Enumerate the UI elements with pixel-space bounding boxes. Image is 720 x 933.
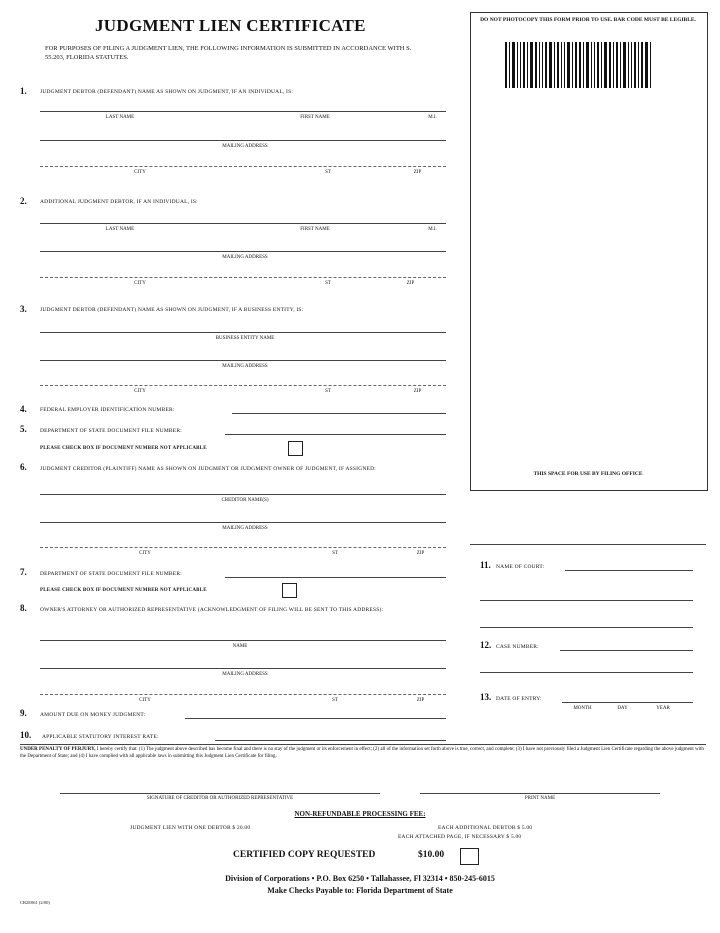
interest-rate-line[interactable]: [215, 740, 446, 741]
section-4-label: FEDERAL EMPLOYER IDENTIFICATION NUMBER:: [40, 407, 175, 413]
creditor-address-line[interactable]: [40, 522, 446, 523]
barcode-bar: [645, 42, 648, 88]
section-3-label: JUDGMENT DEBTOR (DEFENDANT) NAME AS SHOWN ON JUDGMENT, IF A BUSINESS ENTITY, IS:: [40, 307, 304, 313]
zip-caption: ZIP: [416, 698, 425, 703]
section-5-check-label: PLEASE CHECK BOX IF DOCUMENT NUMBER NOT APPLICABLE: [40, 446, 207, 451]
mailing-address-caption: MAILING ADDRESS: [222, 364, 268, 369]
fee-heading: NON-REFUNDABLE PROCESSING FEE:: [294, 810, 426, 818]
barcode-bar: [616, 42, 618, 88]
case-number-line-2[interactable]: [480, 672, 693, 673]
barcode-bar: [545, 42, 547, 88]
attorney-address-line[interactable]: [40, 668, 446, 669]
debtor2-city-line[interactable]: [40, 277, 446, 278]
perjury-text: I hereby certify that: (1) The judgment above described has become final and there is no stay of the judgment or its enforcement in effect; (2) all of the information set forth above is true, correct, and complete; (3) I have not previously filed a Judgment Lien Certificate regarding the above judgment with the Department of State; and (4) I have complied with all applicable laws in submitting this Judgment Lien Certificate for filing.: [20, 747, 704, 759]
barcode-bar: [628, 42, 629, 88]
section-7-label: DEPARTMENT OF STATE DOCUMENT FILE NUMBER:: [40, 571, 182, 577]
section-1-number: 1.: [20, 86, 27, 96]
certified-copy-amount: $10.00: [418, 850, 445, 860]
barcode-bar: [579, 42, 581, 88]
barcode-bar: [634, 42, 636, 88]
section-2-label: ADDITIONAL JUDGMENT DEBTOR, IF AN INDIVIDUAL, IS:: [40, 199, 198, 205]
debtor2-address-line[interactable]: [40, 251, 446, 252]
section-3-number: 3.: [20, 304, 27, 314]
debtor2-name-line[interactable]: [40, 223, 446, 224]
attached-page-fee: EACH ATTACHED PAGE, IF NECESSARY $ 5.00: [398, 834, 522, 840]
section-10-label: APPLICABLE STATUTORY INTEREST RATE:: [42, 734, 159, 740]
st-caption: ST: [325, 389, 331, 394]
last-name-caption: LAST NAME: [105, 115, 135, 120]
barcode-bar: [539, 42, 540, 88]
court-name-line-2[interactable]: [480, 600, 693, 601]
st-caption: ST: [325, 281, 331, 286]
barcode-bar: [583, 42, 584, 88]
form-title: JUDGMENT LIEN CERTIFICATE: [95, 16, 366, 35]
section-11-number: 11.: [480, 560, 491, 570]
creditor-name-caption: CREDITOR NAME(S): [221, 498, 269, 503]
doc-number-line-5[interactable]: [225, 434, 446, 435]
zip-caption: ZIP: [413, 170, 422, 175]
payable-to: Make Checks Payable to: Florida Department of State: [267, 886, 453, 895]
barcode-bar: [604, 42, 607, 88]
st-caption: ST: [332, 698, 338, 703]
month-caption: MONTH: [573, 706, 592, 711]
business-city-line[interactable]: [40, 385, 446, 386]
name-caption: NAME: [232, 644, 248, 649]
last-name-caption: LAST NAME: [105, 227, 135, 232]
barcode-bar: [520, 42, 521, 88]
section-8-number: 8.: [20, 603, 27, 613]
barcode-bar: [542, 42, 543, 88]
barcode-bar: [505, 42, 507, 88]
court-name-line-3[interactable]: [480, 627, 693, 628]
barcode-bar: [530, 42, 533, 88]
attorney-name-line[interactable]: [40, 640, 446, 641]
date-of-entry-line[interactable]: [562, 702, 693, 703]
section-5-label: DEPARTMENT OF STATE DOCUMENT FILE NUMBER:: [40, 428, 182, 434]
business-address-line[interactable]: [40, 360, 446, 361]
section-6-label: JUDGMENT CREDITOR (PLAINTIFF) NAME AS SHOWN ON JUDGMENT OR JUDGMENT OWNER OF JUDGMENT, IF ASSIGNED:: [40, 466, 377, 472]
st-caption: ST: [332, 551, 338, 556]
barcode-bar: [613, 42, 614, 88]
barcode-bar: [601, 42, 602, 88]
mailing-address-caption: MAILING ADDRESS: [222, 672, 268, 677]
st-caption: ST: [325, 170, 331, 175]
barcode-bar: [594, 42, 595, 88]
barcode-bar: [641, 42, 643, 88]
year-caption: YEAR: [656, 706, 670, 711]
photocopy-notice: DO NOT PHOTOCOPY THIS FORM PRIOR TO USE. BAR CODE MUST BE LEGIBLE.: [480, 17, 696, 23]
mi-caption: M.I.: [428, 115, 437, 120]
barcode-bar: [564, 42, 565, 88]
section-9-number: 9.: [20, 708, 27, 718]
barcode-bar: [535, 42, 537, 88]
court-name-line-1[interactable]: [565, 570, 693, 571]
section-5-number: 5.: [20, 424, 27, 434]
city-caption: CITY: [139, 551, 151, 556]
zip-caption: ZIP: [416, 551, 425, 556]
form-id: CR2E061 (2/00): [20, 900, 50, 905]
mailing-address-caption: MAILING ADDRESS: [222, 255, 268, 260]
barcode-bar: [527, 42, 528, 88]
form-intro: FOR PURPOSES OF FILING A JUDGMENT LIEN, THE FOLLOWING INFORMATION IS SUBMITTED IN ACCORDANCE WITH S. 55.203, FLORIDA STATUTES.: [45, 45, 412, 61]
perjury-statement: [20, 747, 706, 760]
barcode-bar: [512, 42, 515, 88]
creditor-city-line[interactable]: [40, 547, 446, 548]
right-divider: [470, 544, 706, 545]
barcode-bar: [650, 42, 651, 88]
debtor1-city-line[interactable]: [40, 166, 446, 167]
section-11-label: NAME OF COURT:: [496, 564, 545, 570]
not-applicable-checkbox-5[interactable]: [288, 441, 303, 456]
additional-debtor-fee: EACH ADDITIONAL DEBTOR $ 5.00: [438, 825, 533, 831]
amount-due-line[interactable]: [185, 718, 446, 719]
section-9-label: AMOUNT DUE ON MONEY JUDGMENT:: [40, 712, 146, 718]
section-8-label: OWNER'S ATTORNEY OR AUTHORIZED REPRESENTATIVE (ACKNOWLEDGMENT OF FILING WILL BE SENT TO THIS ADDRESS):: [40, 607, 384, 613]
barcode-bar: [561, 42, 562, 88]
barcode-bar: [572, 42, 573, 88]
business-name-line[interactable]: [40, 332, 446, 333]
section-10-number: 10.: [20, 730, 32, 740]
mi-caption: M.I.: [428, 227, 437, 232]
certified-copy-label: CERTIFIED COPY REQUESTED: [233, 850, 376, 860]
barcode-bar: [597, 42, 599, 88]
business-name-caption: BUSINESS ENTITY NAME: [215, 336, 275, 341]
barcode-bar: [523, 42, 525, 88]
mailing-address-caption: MAILING ADDRESS: [222, 144, 268, 149]
fein-line[interactable]: [232, 413, 446, 414]
section-1-label: JUDGMENT DEBTOR (DEFENDANT) NAME AS SHOWN ON JUDGMENT, IF AN INDIVIDUAL, IS:: [40, 89, 294, 95]
section-13-number: 13.: [480, 692, 492, 702]
barcode-bar: [586, 42, 589, 88]
section-6-number: 6.: [20, 462, 27, 472]
first-name-caption: FIRST NAME: [300, 115, 330, 120]
lien-fee: JUDGMENT LIEN WITH ONE DEBTOR $ 20.00: [130, 825, 251, 831]
barcode-bar: [509, 42, 510, 88]
first-name-caption: FIRST NAME: [300, 227, 330, 232]
section-7-check-label: PLEASE CHECK BOX IF DOCUMENT NUMBER NOT APPLICABLE: [40, 588, 207, 593]
case-number-line-1[interactable]: [560, 650, 693, 651]
barcode-bar: [631, 42, 632, 88]
day-caption: DAY: [617, 706, 628, 711]
signature-line[interactable]: [60, 793, 380, 794]
section-12-label: CASE NUMBER:: [496, 644, 539, 650]
section-2-number: 2.: [20, 196, 27, 206]
city-caption: CITY: [134, 281, 146, 286]
print-name-line[interactable]: [420, 793, 660, 794]
certified-copy-checkbox[interactable]: [460, 848, 479, 865]
section-4-number: 4.: [20, 404, 27, 414]
filing-office-caption: THIS SPACE FOR USE BY FILING OFFICE: [533, 471, 643, 477]
barcode-bar: [638, 42, 639, 88]
debtor1-address-line[interactable]: [40, 140, 446, 141]
division-address: Division of Corporations • P.O. Box 6250 • Tallahassee, Fl 32314 • 850-245-6015: [225, 874, 495, 883]
city-caption: CITY: [134, 389, 146, 394]
barcode-bar: [620, 42, 621, 88]
print-name-caption: PRINT NAME: [524, 796, 556, 801]
section-13-label: DATE OF ENTRY:: [496, 696, 542, 702]
city-caption: CITY: [139, 698, 151, 703]
barcode-bar: [575, 42, 577, 88]
barcode-bar: [623, 42, 626, 88]
barcode-bar: [567, 42, 570, 88]
debtor1-name-line[interactable]: [40, 111, 446, 112]
perjury-divider: [20, 744, 706, 745]
mailing-address-caption: MAILING ADDRESS: [222, 526, 268, 531]
city-caption: CITY: [134, 170, 146, 175]
zip-caption: ZIP: [406, 281, 415, 286]
barcode-bar: [609, 42, 611, 88]
creditor-name-line[interactable]: [40, 494, 446, 495]
barcode-bar: [557, 42, 559, 88]
signature-caption: SIGNATURE OF CREDITOR OR AUTHORIZED REPRESENTATIVE: [146, 796, 294, 801]
section-7-number: 7.: [20, 567, 27, 577]
not-applicable-checkbox-7[interactable]: [282, 583, 297, 598]
barcode-bar: [549, 42, 552, 88]
barcode-bar: [591, 42, 592, 88]
attorney-city-line[interactable]: [40, 694, 446, 695]
barcode-bar: [554, 42, 555, 88]
barcode: [505, 42, 670, 88]
zip-caption: ZIP: [413, 389, 422, 394]
perjury-heading: UNDER PENALTY OF PERJURY,: [20, 747, 96, 752]
barcode-bar: [517, 42, 518, 88]
doc-number-line-7[interactable]: [225, 577, 446, 578]
section-12-number: 12.: [480, 640, 492, 650]
